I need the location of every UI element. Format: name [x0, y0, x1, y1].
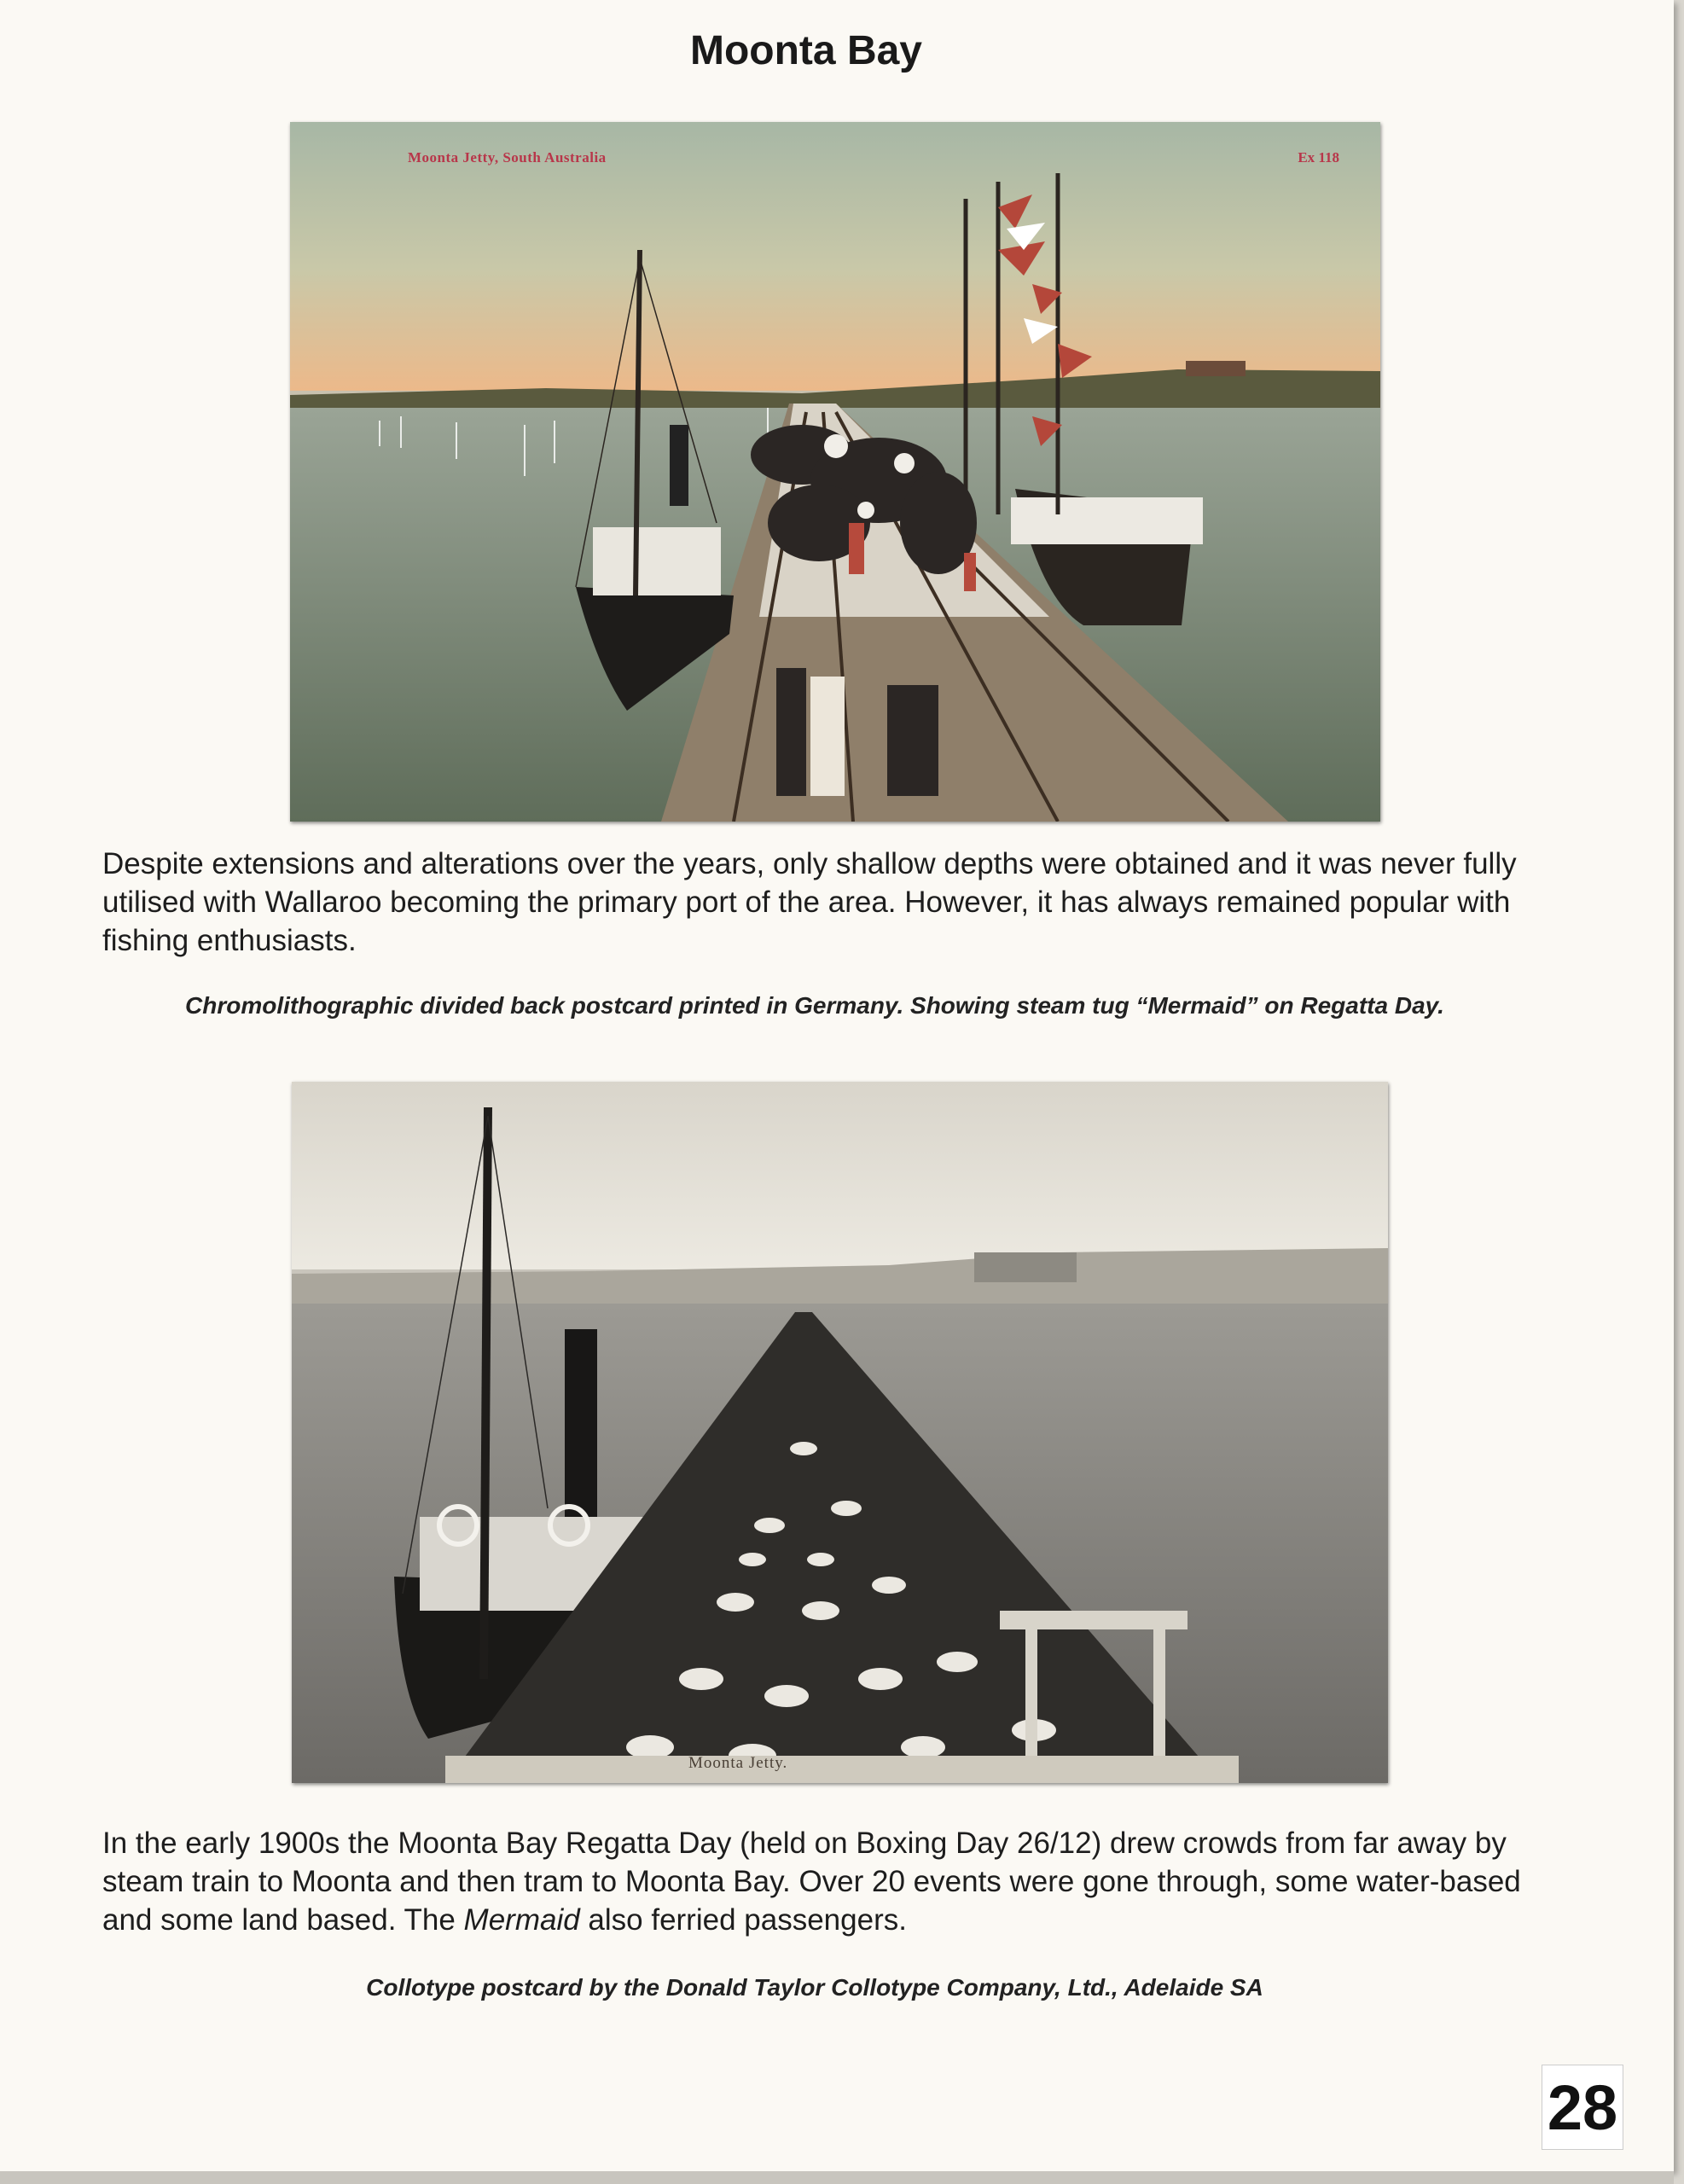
- page-title: Moonta Bay: [689, 28, 922, 73]
- paragraph-regatta-text: In the early 1900s the Moonta Bay Regatta Day (held on Boxing Day 26/12) drew crowds from far away by steam train to Moonta and then tram to Moonta Bay. Over 20 events were gone through, some water-based and some land based. The: [102, 1827, 1521, 1937]
- jetty-colour-image: [290, 122, 1380, 822]
- page-number: 28: [1542, 2065, 1623, 2150]
- paragraph-regatta-end: also ferried passengers.: [579, 1903, 907, 1937]
- caption-chromolithograph: Chromolithographic divided back postcard printed in Germany. Showing steam tug “Mermaid” on Regatta Day.: [185, 992, 1444, 1019]
- paragraph-regatta-day: [102, 1824, 1553, 1939]
- postcard-1-title: Moonta Jetty, South Australia: [408, 149, 607, 166]
- jetty-bw-image: [292, 1082, 1388, 1783]
- page-edge: [0, 2171, 1674, 2184]
- postcard-1-number: Ex 118: [1298, 149, 1339, 166]
- postcard-2-title: Moonta Jetty.: [688, 1754, 788, 1772]
- caption-collotype: Collotype postcard by the Donald Taylor Collotype Company, Ltd., Adelaide SA: [366, 1974, 1263, 2001]
- paragraph-jetty-history: Despite extensions and alterations over the years, only shallow depths were obtained and it was never fully utilised with Wallaroo becoming the primary port of the area. However, it has always remained popular with fishing enthusiasts.: [102, 847, 1517, 957]
- postcard-bw-jetty: [292, 1082, 1388, 1783]
- postcard-colour-jetty: [290, 122, 1380, 822]
- mermaid-name: Mermaid: [463, 1903, 580, 1937]
